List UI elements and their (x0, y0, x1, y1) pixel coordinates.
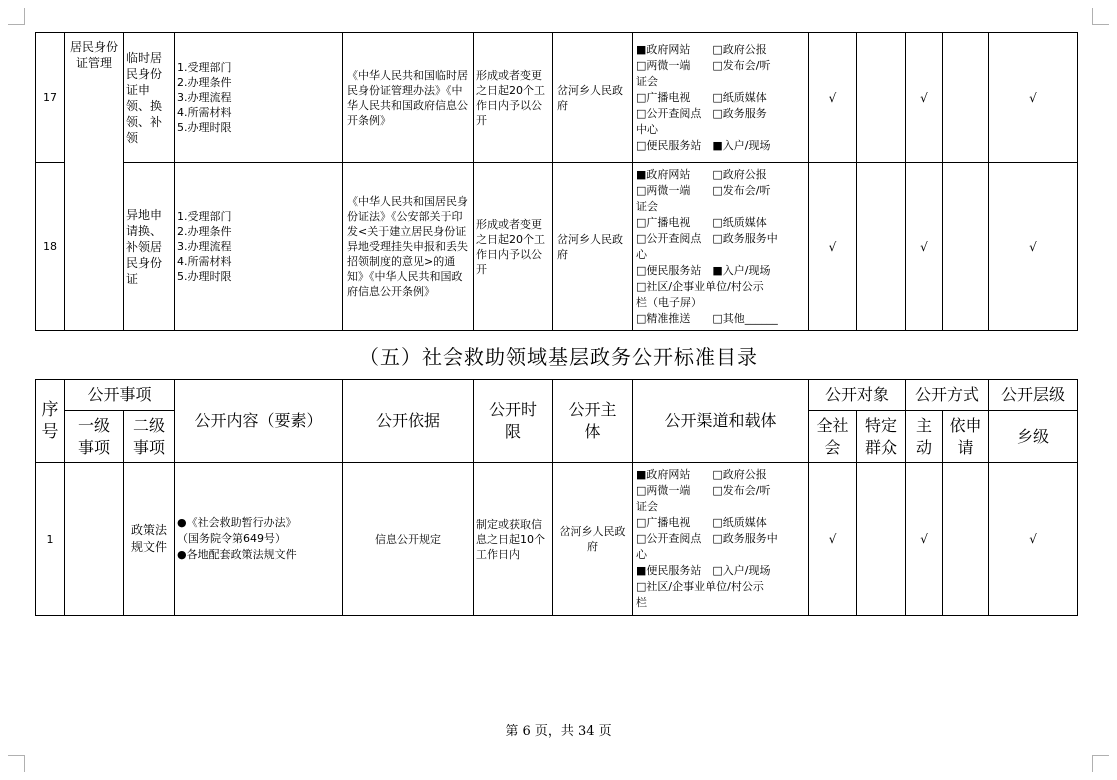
channel-line: 证会 (636, 199, 658, 213)
header-row (36, 380, 1078, 411)
subject-text: 岔河乡人民政府 (553, 463, 633, 616)
channel-line: 心 (636, 247, 647, 261)
content-item: 5.办理时限 (177, 270, 232, 283)
row-number: 18 (36, 163, 65, 331)
header-mode-active: 主动 (906, 411, 943, 463)
row-number: 1 (36, 463, 65, 616)
mark-active: √ (906, 463, 943, 616)
header-no: 序号 (36, 380, 65, 463)
channel-line: □公开查阅点 □政务服务中 (636, 231, 778, 245)
channel-line: □公开查阅点 □政务服务中 (636, 532, 778, 545)
channel-line: □社区/企事业单位/村公示 (636, 279, 764, 293)
header-channels: 公开渠道和载体 (633, 380, 809, 463)
table-row (36, 163, 1078, 331)
channels-list (633, 33, 809, 163)
channel-line: □广播电视 □纸质媒体 (636, 90, 767, 104)
content-item: 4.所需材料 (177, 106, 232, 119)
crop-mark-top-left (8, 8, 25, 25)
channel-line: ■便民服务站 □入户/现场 (636, 564, 771, 577)
channel-line: □两微一端 □发布会/听 (636, 183, 771, 197)
header-mode-group: 公开方式 (906, 380, 989, 411)
channel-line: □精准推送 □其他______ (636, 311, 778, 325)
channel-line: ■政府网站 □政府公报 (636, 42, 767, 56)
mark-town-level: √ (989, 463, 1078, 616)
id-card-table (35, 32, 1078, 331)
header-mode-request: 依申请 (943, 411, 989, 463)
channel-line: 心 (636, 548, 648, 561)
header-target-group: 公开对象 (809, 380, 906, 411)
mark-on-request (943, 33, 989, 163)
mark-all-public: √ (809, 163, 857, 331)
content-item: 1.受理部门 (177, 210, 232, 223)
channels-list (633, 163, 809, 331)
mark-on-request (943, 163, 989, 331)
channel-line: ■政府网站 □政府公报 (636, 468, 767, 481)
content-item: 2.办理条件 (177, 225, 232, 238)
crop-mark-bottom-right (1092, 755, 1109, 772)
subject-text: 岔河乡人民政府 (553, 33, 633, 163)
mark-all-public: √ (809, 33, 857, 163)
basis-text: 《中华人民共和国居民身份证法》《公安部关于印发<关于建立居民身份证异地受理挂失申报和丢失招领制度的意见>的通知》《中华人民共和国政府信息公开条例》 (343, 163, 474, 331)
channel-line: 栏 (636, 596, 648, 609)
group-label: 居民身份证管理 (65, 33, 124, 331)
channels-list (633, 463, 809, 616)
content-item: ●各地配套政策法规文件 (177, 548, 297, 561)
content-item: （国务院令第649号） (177, 532, 287, 545)
header-time: 公开时限 (474, 380, 553, 463)
social-assistance-table (35, 379, 1078, 616)
header-level1: 一级事项 (65, 411, 124, 463)
content-item: 1.受理部门 (177, 61, 232, 74)
subject-text: 岔河乡人民政府 (553, 163, 633, 331)
header-target-all: 全社会 (809, 411, 857, 463)
header-items-group: 公开事项 (65, 380, 175, 411)
content-list (175, 33, 343, 163)
time-limit: 形成或者变更之日起20个工作日内予以公开 (474, 33, 553, 163)
time-limit: 形成或者变更之日起20个工作日内予以公开 (474, 163, 553, 331)
content-item: 3.办理流程 (177, 240, 232, 253)
mark-active: √ (906, 33, 943, 163)
content-list (175, 463, 343, 616)
page-footer: 第 6 页，共 34 页 (505, 724, 612, 739)
channel-line: 证会 (636, 500, 659, 513)
header-content: 公开内容（要素） (175, 380, 343, 463)
section-title: （五）社会救助领域基层政务公开标准目录 (359, 345, 758, 369)
row-number: 17 (36, 33, 65, 163)
channel-line: □广播电视 □纸质媒体 (636, 516, 767, 529)
header-basis: 公开依据 (343, 380, 474, 463)
channel-line: □社区/企事业单位/村公示 (636, 580, 764, 593)
header-level-town: 乡级 (989, 411, 1078, 463)
mark-town-level: √ (989, 33, 1078, 163)
channel-line: □广播电视 □纸质媒体 (636, 215, 767, 229)
mark-specific-group (857, 463, 906, 616)
item-label: 临时居民身份证申领、换领、补领 (124, 33, 175, 163)
header-level-group: 公开层级 (989, 380, 1078, 411)
table-row (36, 33, 1078, 163)
channel-line: 中心 (636, 122, 658, 136)
channel-line: □两微一端 □发布会/听 (636, 484, 771, 497)
mark-all-public: √ (809, 463, 857, 616)
crop-mark-bottom-left (8, 755, 25, 772)
level1-item (65, 463, 124, 616)
basis-text: 《中华人民共和国临时居民身份证管理办法》《中华人民共和国政府信息公开条例》 (343, 33, 474, 163)
header-subject: 公开主体 (553, 380, 633, 463)
mark-active: √ (906, 163, 943, 331)
header-target-specific: 特定群众 (857, 411, 906, 463)
content-item: 5.办理时限 (177, 121, 232, 134)
mark-on-request (943, 463, 989, 616)
channel-line: □两微一端 □发布会/听 (636, 58, 771, 72)
channel-line: □便民服务站 ■入户/现场 (636, 263, 771, 277)
mark-specific-group (857, 163, 906, 331)
content-item: ●《社会救助暂行办法》 (177, 516, 297, 529)
mark-town-level: √ (989, 163, 1078, 331)
content-item: 4.所需材料 (177, 255, 232, 268)
table-row (36, 463, 1078, 616)
basis-text: 信息公开规定 (343, 463, 474, 616)
time-limit: 制定或获取信息之日起10个工作日内 (474, 463, 553, 616)
header-level2: 二级事项 (124, 411, 175, 463)
content-item: 2.办理条件 (177, 76, 232, 89)
item-label: 异地申请换、补领居民身份证 (124, 163, 175, 331)
channel-line: 证会 (636, 74, 658, 88)
channel-line: 栏（电子屏） (636, 295, 702, 309)
level2-item: 政策法规文件 (124, 463, 175, 616)
channel-line: □便民服务站 ■入户/现场 (636, 138, 771, 152)
content-item: 3.办理流程 (177, 91, 232, 104)
mark-specific-group (857, 33, 906, 163)
crop-mark-top-right (1092, 8, 1109, 25)
content-list (175, 163, 343, 331)
channel-line: ■政府网站 □政府公报 (636, 167, 767, 181)
channel-line: □公开查阅点 □政务服务 (636, 106, 767, 120)
